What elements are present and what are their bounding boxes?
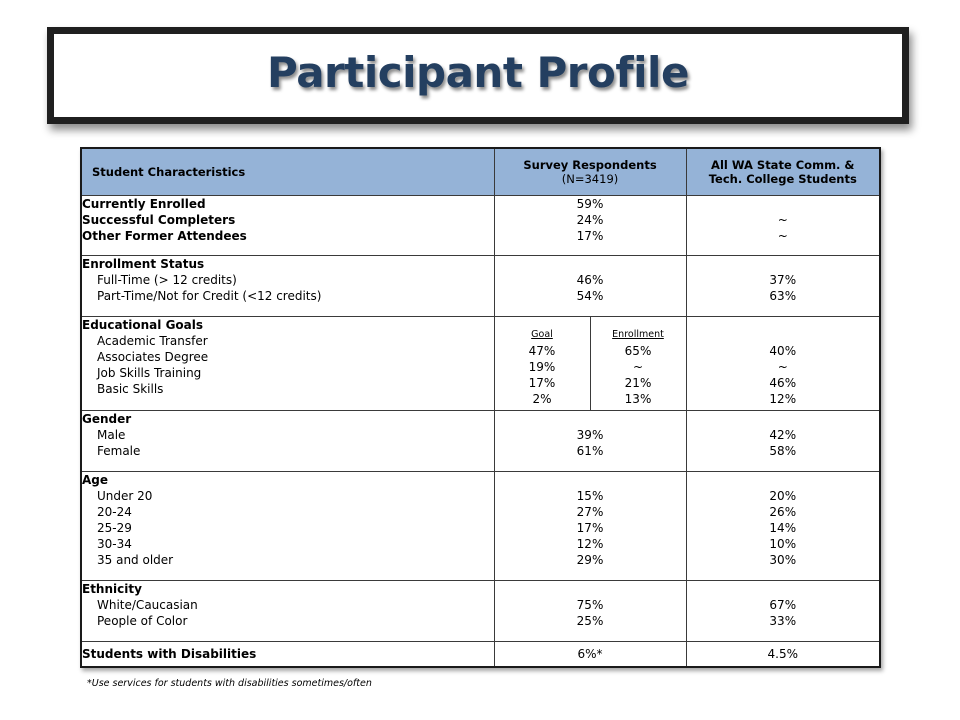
enrollment-status-all	[686, 256, 880, 317]
footnote: *Use services for students with disabilities sometimes/often	[87, 678, 372, 689]
value-cell: 17%	[576, 229, 604, 243]
ethnicity-labels	[81, 581, 494, 642]
table-row-age	[81, 472, 880, 581]
enrollment-status-labels	[81, 256, 494, 317]
value-cell: 65%	[624, 344, 652, 358]
spacer	[687, 327, 880, 343]
value-cell: 46%	[769, 376, 797, 390]
value-cell: 75%	[576, 598, 604, 612]
list-item: Job Skills Training	[97, 366, 202, 380]
value-cell: 33%	[769, 614, 797, 628]
value-cell: 15%	[576, 489, 604, 503]
value-cell: 67%	[769, 598, 797, 612]
header-survey-respondents	[494, 148, 686, 196]
value-cell: 54%	[576, 289, 604, 303]
list-item: Male	[97, 428, 126, 442]
value-cell: 30%	[769, 553, 797, 567]
enrollment-status-survey	[494, 256, 686, 317]
value-cell: 12%	[576, 537, 604, 551]
header-survey-n: (N=3419)	[561, 172, 619, 186]
educational-goals-enrollment	[590, 317, 686, 411]
value-cell: ~	[632, 360, 644, 374]
table-row-ethnicity	[81, 581, 880, 642]
table-row-enrollment-status	[81, 256, 880, 317]
header-all-students	[686, 148, 880, 196]
value-cell: 24%	[576, 213, 604, 227]
value-cell: 14%	[769, 521, 797, 535]
list-item: Under 20	[97, 489, 153, 503]
value-cell: 42%	[769, 428, 797, 442]
label-successful-completers: Successful Completers	[82, 213, 236, 227]
enrollment-subheader: Enrollment	[612, 329, 664, 340]
value-cell: ~	[777, 360, 788, 374]
gender-labels	[81, 411, 494, 472]
value-cell: 17%	[528, 376, 556, 390]
ethnicity-heading: Ethnicity	[82, 582, 142, 596]
enrolled-labels	[81, 196, 494, 256]
educational-goals-labels	[81, 317, 494, 411]
list-item: Full-Time (> 12 credits)	[97, 273, 237, 287]
spacer	[495, 581, 686, 597]
value-cell: 63%	[769, 289, 797, 303]
value-cell: 25%	[576, 614, 604, 628]
header-survey-title: Survey Respondents	[523, 158, 657, 172]
value-cell: 37%	[769, 273, 797, 287]
value-cell: 46%	[576, 273, 604, 287]
list-item: People of Color	[97, 614, 188, 628]
ethnicity-all	[686, 581, 880, 642]
value-cell: 19%	[528, 360, 556, 374]
list-item: White/Caucasian	[97, 598, 198, 612]
list-item: 30-34	[97, 537, 132, 551]
value-cell: 39%	[576, 428, 604, 442]
list-item: Associates Degree	[97, 350, 209, 364]
value-cell: 17%	[576, 521, 604, 535]
value-cell: 26%	[769, 505, 797, 519]
enrolled-survey-values	[494, 196, 686, 256]
age-survey	[494, 472, 686, 581]
value-cell: 40%	[769, 344, 797, 358]
list-item: 20-24	[97, 505, 132, 519]
participant-profile-table	[80, 147, 881, 668]
value-cell: 21%	[624, 376, 652, 390]
disabilities-label	[81, 642, 494, 668]
gender-all	[686, 411, 880, 472]
ethnicity-survey	[494, 581, 686, 642]
enrollment-status-heading: Enrollment Status	[82, 257, 205, 271]
value-cell: 29%	[576, 553, 604, 567]
educational-goals-heading: Educational Goals	[82, 318, 204, 332]
value-cell: 58%	[769, 444, 797, 458]
disabilities-all: 4.5%	[686, 642, 880, 668]
age-labels	[81, 472, 494, 581]
gender-survey	[494, 411, 686, 472]
value-cell: 59%	[576, 197, 604, 211]
value-cell: 2%	[532, 392, 552, 406]
value-cell: ~	[777, 229, 788, 243]
value-cell: 10%	[769, 537, 797, 551]
age-all	[686, 472, 880, 581]
table-header-row	[81, 148, 880, 196]
spacer	[495, 411, 686, 427]
list-item: Basic Skills	[97, 382, 164, 396]
table-row-enrolled	[81, 196, 880, 256]
header-student-characteristics: Student Characteristics	[81, 148, 494, 196]
educational-goals-all	[686, 317, 880, 411]
value-cell: 47%	[528, 344, 556, 358]
goal-subheader: Goal	[531, 329, 553, 340]
enrolled-all-values	[686, 196, 880, 256]
table-row-gender	[81, 411, 880, 472]
list-item: Female	[97, 444, 141, 458]
age-heading: Age	[82, 473, 109, 487]
value-cell: 27%	[576, 505, 604, 519]
list-item: Part-Time/Not for Credit (<12 credits)	[97, 289, 322, 303]
value-cell: 12%	[769, 392, 797, 406]
title-banner	[47, 27, 909, 124]
page-title: Participant Profile	[267, 48, 689, 97]
disabilities-survey: 6%*	[494, 642, 686, 668]
value-cell: 20%	[769, 489, 797, 503]
list-item: 35 and older	[97, 553, 174, 567]
spacer	[495, 256, 686, 272]
educational-goals-goal	[494, 317, 590, 411]
value-cell: 13%	[624, 392, 652, 406]
value-cell: 61%	[576, 444, 604, 458]
spacer	[495, 472, 686, 488]
table-row-educational-goals	[81, 317, 880, 411]
list-item: 25-29	[97, 521, 132, 535]
spacer	[687, 581, 880, 597]
label-other-former-attendees: Other Former Attendees	[82, 229, 247, 243]
gender-heading: Gender	[82, 412, 132, 426]
table-row-disabilities	[81, 642, 880, 668]
value-cell	[687, 196, 880, 212]
label-currently-enrolled: Currently Enrolled	[82, 197, 206, 211]
spacer	[687, 411, 880, 427]
header-all-line1: All WA State Comm. &	[711, 158, 855, 172]
list-item: Academic Transfer	[97, 334, 208, 348]
value-cell: ~	[777, 213, 788, 227]
header-all-line2: Tech. College Students	[708, 172, 857, 186]
spacer	[687, 256, 880, 272]
spacer	[687, 472, 880, 488]
label-students-with-disabilities: Students with Disabilities	[82, 647, 257, 661]
